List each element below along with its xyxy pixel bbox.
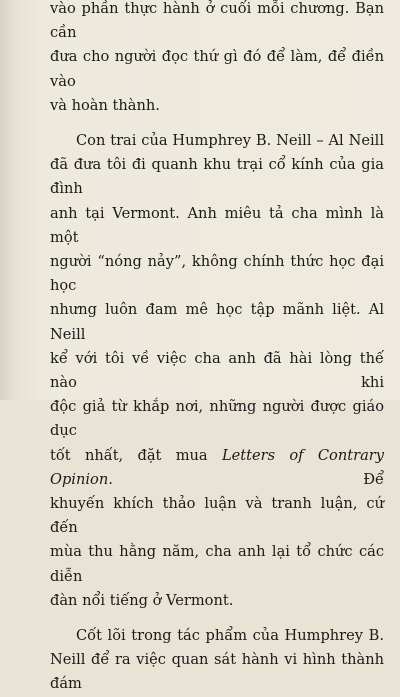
book-title: Letters of Contrary Opinion [50,446,384,488]
text-line: đưa cho người đọc thứ gì đó để làm, để điền vào [50,48,384,90]
text-line: đàn nổi tiếng ở Vermont. [50,591,234,609]
paragraph [50,129,384,613]
text-line: và hoàn thành. [50,96,160,114]
text-line: nhưng luôn đam mê học tập mãnh liệt. Al Neill [50,301,384,343]
text-line: độc giả từ khắp nơi, những người được giáo dục [50,398,384,440]
text-line: anh tại Vermont. Anh miêu tả cha mình là một [50,204,384,246]
text-line: Neill để ra việc quan sát hành vi hình thành đám [50,651,384,693]
body-text [50,0,384,697]
text-line: người “nóng nảy”, không chính thức học đại học [50,253,384,295]
text-line: Cốt lõi trong tác phẩm của Humphrey B. [76,627,384,645]
text-line: Con trai của Humphrey B. Neill – Al Neill [76,132,384,150]
text-line: kể với tôi về việc cha anh đã hài lòng thế nào khi [50,349,384,392]
text-line: vào phần thực hành ở cuối mỗi chương. Bạn cần [50,0,384,42]
text-line: đã đưa tôi đi quanh khu trại cổ kính của gia đình [50,156,384,198]
text-line: mùa thu hằng năm, cha anh lại tổ chức các diễn [50,543,384,585]
text-line: tốt nhất, đặt mua Letters of Contrary Opinion. Để [50,446,384,488]
paragraph [50,624,384,697]
paragraph [50,0,384,118]
text-line: khuyến khích thảo luận và tranh luận, cứ đến [50,495,384,537]
